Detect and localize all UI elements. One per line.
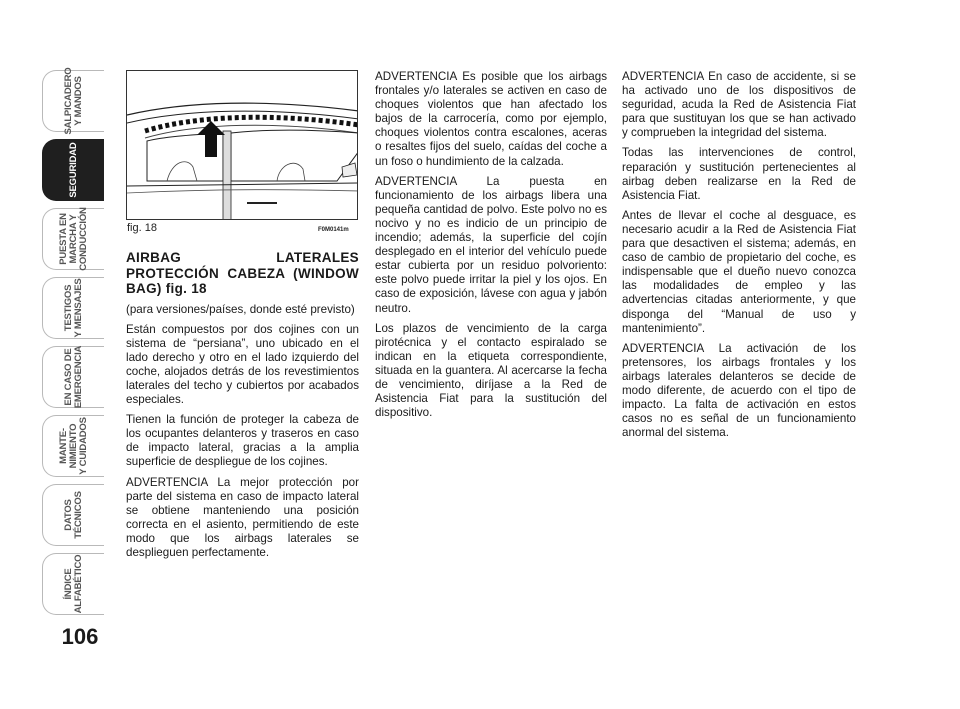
- tab-mantenimiento[interactable]: [42, 415, 104, 477]
- paragraph: ADVERTENCIA La mejor protección por parte del sistema en caso de impacto lateral se obtiene manteniendo una posición correcta en el asiento, permitiendo de este modo que los airbags laterales se desplieguen perfectamente.: [126, 475, 359, 559]
- tab-salpicadero[interactable]: [42, 67, 104, 135]
- paragraph: Los plazos de vencimiento de la carga pirotécnica y el contacto espiralado se indican en la etiqueta correspondiente, situada en la guantera. Al acercarse la fecha de vencimiento, diríjase a la Red de Asistencia Fiat para la sustitución del dispositivo.: [375, 321, 607, 420]
- figure-caption: fig. 18: [127, 222, 157, 234]
- paragraph: Tienen la función de proteger la cabeza de los ocupantes delanteros y traseros en caso de impacto lateral, gracias a la amplia superficie de despliegue de los cojines.: [126, 413, 359, 469]
- page-number: 106: [61, 624, 99, 649]
- column-2: [375, 70, 607, 426]
- tab-datos-tecnicos[interactable]: [42, 484, 104, 546]
- tab-label: PUESTA EN MARCHA Y CONDUCCIÓN: [57, 207, 89, 271]
- section-subheading: (para versiones/países, donde esté previsto): [126, 302, 355, 316]
- paragraph: Están compuestos por dos cojines con un sistema de “persiana”, uno ubicado en el lado derecho y otro en el lado izquierdo del coche, alojados detrás de los revestimientos laterales del techo y cubiertos por acabados especiales.: [126, 322, 359, 407]
- figure-code: F0M0141m: [318, 227, 349, 233]
- tab-seguridad[interactable]: [42, 139, 104, 201]
- car-illustration: [127, 71, 358, 220]
- figure-car-window-bag: [126, 70, 358, 220]
- tab-label: SEGURIDAD: [67, 142, 79, 198]
- tab-label: DATOS TÉCNICOS: [62, 491, 84, 539]
- paragraph: ADVERTENCIA La puesta en funcionamiento de los airbags libera una pequeña cantidad de polvo. Este polvo no es nocivo y no es indicio de un principio de incendio; además, la superficie del cojín desplegado en el interior del vehículo puede estar cubierta por un residuo polvoriento: este polvo puede irritar la piel y los ojos. En caso de exposición, lávese con agua y jabón neutro.: [375, 174, 607, 315]
- paragraph: Antes de llevar el coche al desguace, es necesario acudir a la Red de Asistencia Fiat para que desactiven el sistema; además, en caso de cambio de propietario del coche, es indispensable que el dueño nuevo conozca las modalidades de empleo y las advertencias citadas anteriormente, y que disponga del “Manual de uso y mantenimiento”.: [622, 208, 856, 335]
- paragraph: ADVERTENCIA En caso de accidente, si se ha activado uno de los dispositivos de seguridad, acuda la Red de Asistencia Fiat para que sustituyan los que se han activado y comprueben la integridad del sistema.: [622, 70, 856, 140]
- column-3: [622, 70, 856, 446]
- tab-label: SALPICADERO Y MANDOS: [62, 67, 84, 135]
- tab-puesta-en-marcha[interactable]: [42, 208, 104, 270]
- tab-label: MANTE- NIMIENTO Y CUIDADOS: [57, 417, 89, 475]
- paragraph: ADVERTENCIA La activación de los pretensores, los airbags frontales y los airbags laterales delanteros se decide de modo diferente, de acuerdo con el tipo de impacto. La falta de activación en estos casos no es señal de un funcionamiento anormal del sistema.: [622, 341, 856, 440]
- section-heading: AIRBAG LATERALES PROTECCIÓN CABEZA (WINDOW BAG) fig. 18: [126, 250, 359, 296]
- tab-label: TESTIGOS Y MENSAJES: [62, 278, 84, 338]
- tab-emergencia[interactable]: [42, 346, 104, 408]
- tab-label: ÍNDICE ALFABÉTICO: [62, 554, 84, 614]
- paragraph: Todas las intervenciones de control, reparación y sustitución pertenecientes al airbag deben realizarse en la Red de Asistencia Fiat.: [622, 146, 856, 202]
- paragraph: ADVERTENCIA Es posible que los airbags frontales y/o laterales se activen en caso de choques violentos que han afectado los bajos de la carrocería, como por ejemplo, choques violentos contra escalones, aceras o resaltes fijos del suelo, caídas del coche a un foso o hundimiento de la calzada.: [375, 70, 607, 168]
- tab-label: EN CASO DE EMERGENCIA: [62, 345, 84, 409]
- tab-indice[interactable]: [42, 553, 104, 615]
- tab-testigos[interactable]: [42, 277, 104, 339]
- column-1: [126, 250, 359, 566]
